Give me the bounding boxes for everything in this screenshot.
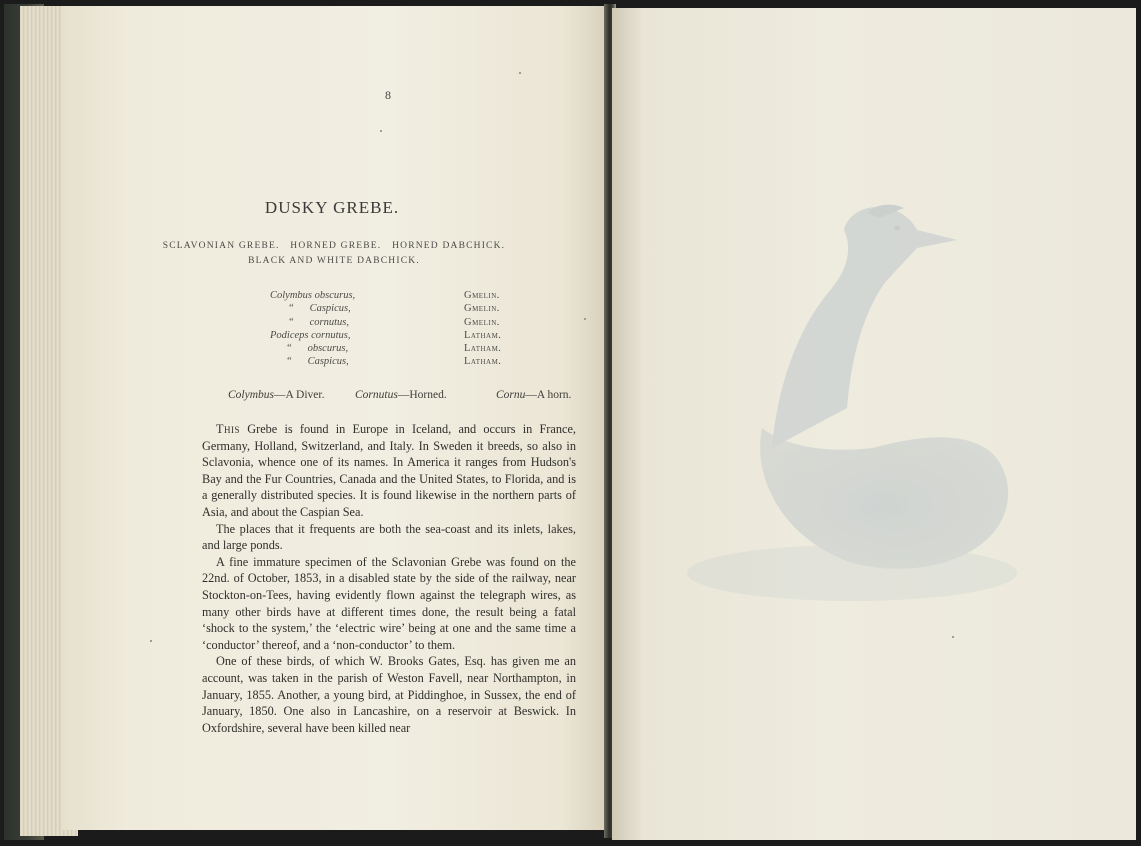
- body-text: [202, 421, 576, 736]
- etymology-item: [228, 389, 324, 401]
- name-row: [260, 289, 520, 302]
- etymology-term: Cornu: [496, 389, 526, 401]
- page-title: DUSKY GREBE.: [264, 198, 400, 217]
- name-authority: Gmelin.: [464, 303, 500, 315]
- name-authority: Latham.: [464, 356, 502, 368]
- scientific-name: “ obscurus,: [286, 343, 349, 355]
- etymology-term: Cornutus: [355, 389, 398, 401]
- name-row: [260, 355, 520, 368]
- grebe-illustration: [612, 8, 1136, 840]
- name-row: [260, 342, 520, 355]
- scientific-name: Podiceps cornutus,: [270, 329, 351, 341]
- name-authority: Latham.: [464, 343, 502, 355]
- paragraph: One of these birds, of which W. Brooks Gates, Esq. has given me an account, was taken in the parish of Weston Favell, near Northampton, in January, 1855. Another, a young bird, at Piddinghoe, in Sussex, the end of January, 1850. One also in Lancashire, on a reservoir at Beswick. In Oxfordshire, several have been killed near: [202, 654, 576, 735]
- common-names: [62, 239, 606, 269]
- etymology-meaning: —A Diver.: [274, 389, 325, 401]
- scientific-names-list: [260, 289, 520, 369]
- name-authority: Gmelin.: [464, 316, 500, 328]
- scientific-name: Colymbus obscurus,: [270, 290, 356, 301]
- paragraph: A fine immature specimen of the Sclavonian Grebe was found on the 22nd. of October, 1853, in a disabled state by the side of the railway, near Stockton-on-Tees, having evidently flown against the telegraph wires, as many other birds have at different times done, the result being a fatal ‘shock to the system,’ the ‘electric wire’ being at one and the same time a ‘conductor’ thereof, and a ‘non-conductor’ to them.: [202, 554, 576, 652]
- name-authority: Latham.: [464, 329, 502, 341]
- paper-speck: [150, 640, 152, 642]
- name-row: [260, 329, 520, 342]
- paper-speck: [380, 130, 382, 132]
- name-row: [260, 302, 520, 315]
- name-row: [260, 316, 520, 329]
- paper-speck: [584, 318, 586, 320]
- paragraph-lead: This: [216, 422, 241, 436]
- etymology-item: [496, 389, 571, 401]
- etymology-term: Colymbus: [228, 389, 274, 401]
- common-names-line-2: BLACK AND WHITE DABCHICK.: [248, 256, 420, 266]
- paper-speck: [519, 72, 521, 74]
- page-number: 8: [385, 88, 391, 102]
- scientific-name: “ Caspicus,: [286, 356, 349, 368]
- scientific-name: “ cornutus,: [288, 316, 349, 328]
- right-page: [612, 8, 1136, 840]
- paragraph-text: Grebe is found in Europe in Iceland, and occurs in France, Germany, Holland, Switzerland, and Italy. In Sweden it breeds, so also in Sclavonia, whence one of its names. In America it ranges from Hudson's Bay and the Fur Countries, Canada and the United States, to Florida, and is a generally distributed species. It is found likewise in the northern parts of Asia, and about the Caspian Sea.: [202, 422, 576, 519]
- etymology-meaning: —A horn.: [525, 389, 572, 401]
- scientific-name: “ Caspicus,: [288, 303, 351, 315]
- etymology-item: [355, 389, 447, 401]
- paper-speck: [952, 636, 954, 638]
- common-names-line-1: SCLAVONIAN GREBE. HORNED GREBE. HORNED DABCHICK.: [162, 241, 506, 251]
- name-authority: Gmelin.: [464, 290, 500, 301]
- paragraph: [202, 421, 576, 521]
- etymology-meaning: —Horned.: [397, 389, 447, 401]
- paragraph: The places that it frequents are both the sea-coast and its inlets, lakes, and large ponds.: [202, 521, 576, 553]
